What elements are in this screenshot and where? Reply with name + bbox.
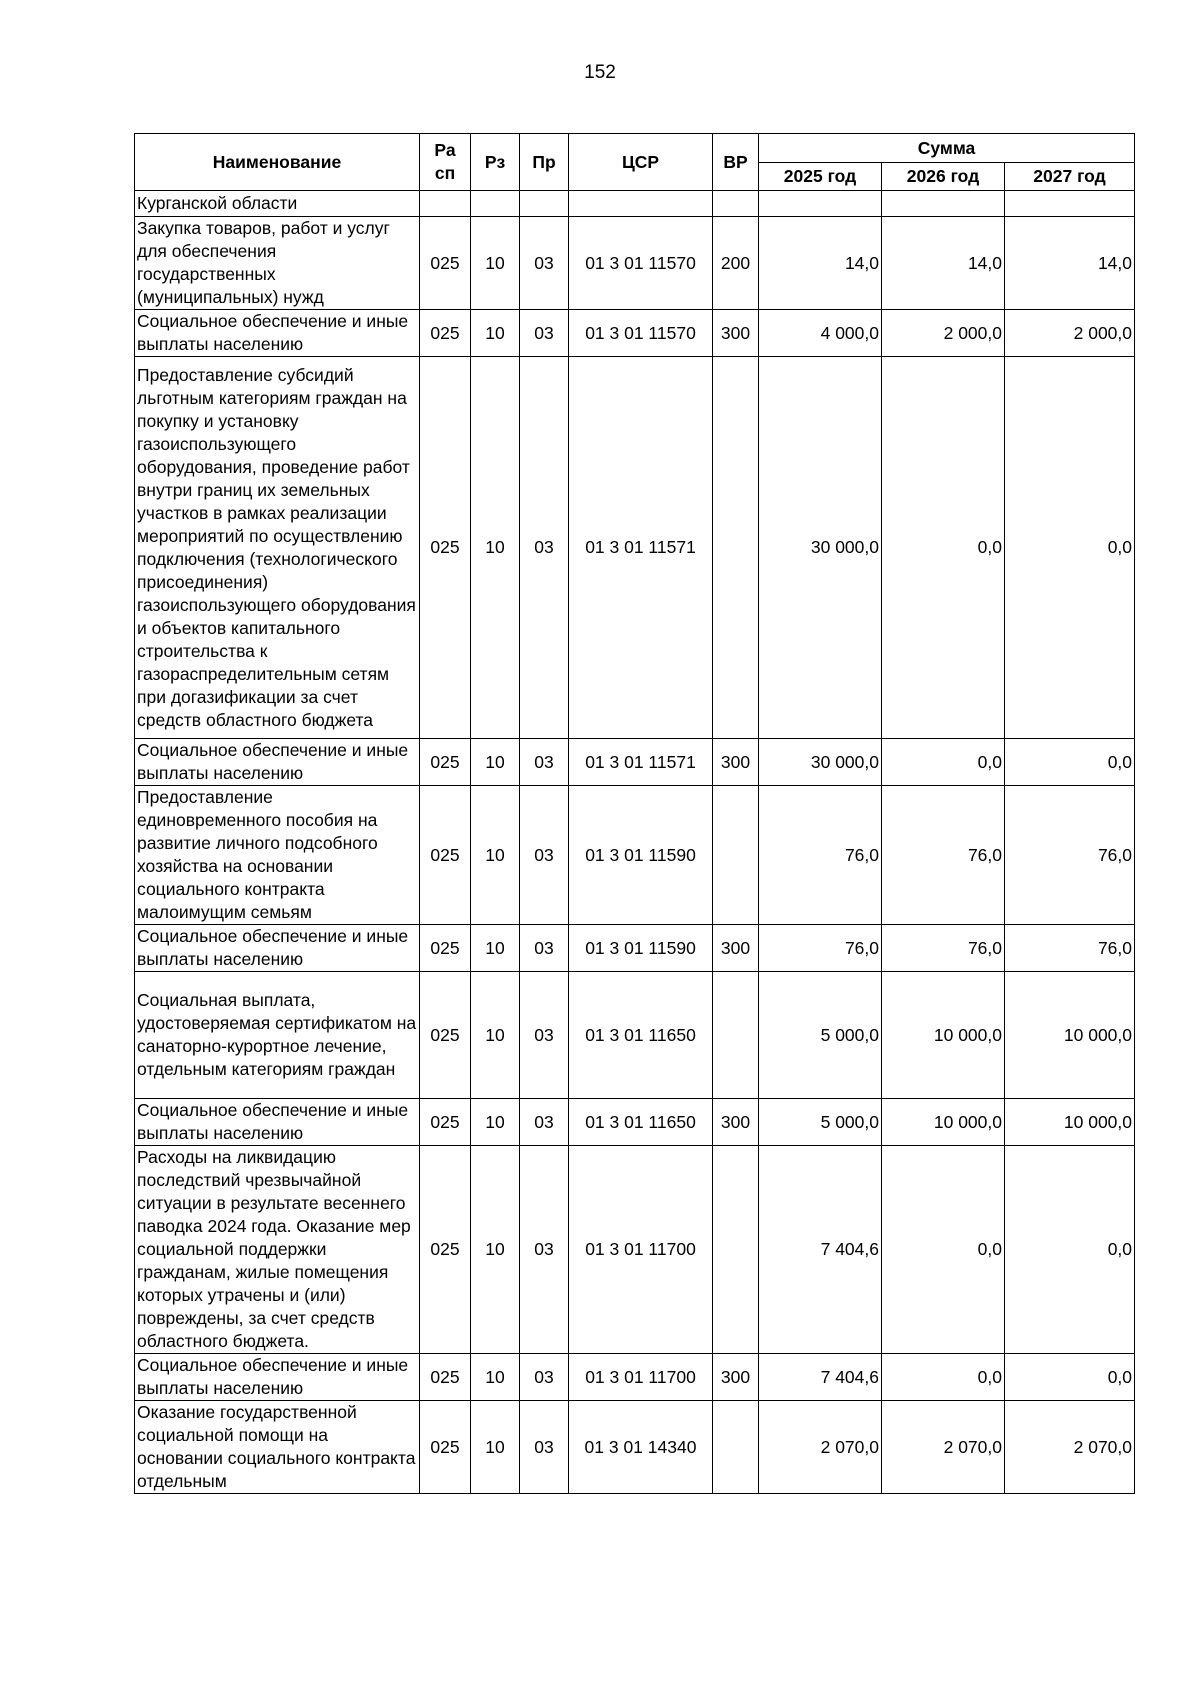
cell-sum-2027: 10 000,0 (1005, 1099, 1135, 1146)
cell-vr: 300 (713, 925, 759, 972)
cell-sum-2026: 76,0 (882, 786, 1005, 925)
table-row (135, 1401, 1135, 1494)
cell-sum-2027: 14,0 (1005, 217, 1135, 310)
cell-csr: 01 3 01 11571 (569, 739, 713, 786)
table-row (135, 1146, 1135, 1354)
table-row (135, 191, 1135, 217)
cell-rasp: 025 (420, 972, 471, 1099)
cell-name: Социальное обеспечение и иные выплаты населению (135, 739, 420, 786)
table-row (135, 925, 1135, 972)
cell-rz: 10 (471, 1354, 520, 1401)
cell-rasp: 025 (420, 925, 471, 972)
cell-csr (569, 191, 713, 217)
cell-sum-2026: 10 000,0 (882, 972, 1005, 1099)
cell-pr (520, 191, 569, 217)
cell-rz: 10 (471, 739, 520, 786)
cell-rasp: 025 (420, 1099, 471, 1146)
cell-csr: 01 3 01 11590 (569, 925, 713, 972)
cell-sum-2025: 4 000,0 (759, 310, 882, 357)
cell-csr: 01 3 01 11570 (569, 310, 713, 357)
header-summa: Сумма (759, 134, 1135, 163)
cell-vr: 300 (713, 1354, 759, 1401)
cell-sum-2027: 0,0 (1005, 1146, 1135, 1354)
cell-vr: 200 (713, 217, 759, 310)
cell-rasp: 025 (420, 1354, 471, 1401)
cell-sum-2025: 30 000,0 (759, 357, 882, 739)
cell-pr: 03 (520, 217, 569, 310)
header-rz: Рз (471, 134, 520, 191)
cell-rasp: 025 (420, 1146, 471, 1354)
cell-pr: 03 (520, 310, 569, 357)
cell-rz: 10 (471, 1401, 520, 1494)
cell-name: Социальное обеспечение и иные выплаты населению (135, 925, 420, 972)
cell-pr: 03 (520, 1401, 569, 1494)
cell-rasp: 025 (420, 310, 471, 357)
cell-sum-2026: 0,0 (882, 1354, 1005, 1401)
cell-sum-2027: 0,0 (1005, 739, 1135, 786)
cell-rz: 10 (471, 972, 520, 1099)
cell-name: Предоставление единовременного пособия на развитие личного подсобного хозяйства на основании социального контракта малоимущим семьям (135, 786, 420, 925)
cell-sum-2025: 30 000,0 (759, 739, 882, 786)
cell-rz: 10 (471, 217, 520, 310)
cell-csr: 01 3 01 11571 (569, 357, 713, 739)
header-year-2025: 2025 год (759, 163, 882, 191)
cell-sum-2026 (882, 191, 1005, 217)
cell-csr: 01 3 01 11650 (569, 1099, 713, 1146)
cell-vr (713, 972, 759, 1099)
cell-sum-2026: 2 070,0 (882, 1401, 1005, 1494)
budget-table (134, 133, 1135, 1494)
cell-sum-2025: 5 000,0 (759, 972, 882, 1099)
header-year-2027: 2027 год (1005, 163, 1135, 191)
header-name: Наименование (135, 134, 420, 191)
cell-sum-2025 (759, 191, 882, 217)
table-row (135, 786, 1135, 925)
cell-name: Социальная выплата, удостоверяемая сертификатом на санаторно-курортное лечение, отдельным категориям граждан (135, 972, 420, 1099)
cell-vr (713, 1401, 759, 1494)
cell-rasp: 025 (420, 786, 471, 925)
cell-rz (471, 191, 520, 217)
cell-sum-2027: 0,0 (1005, 1354, 1135, 1401)
header-row (135, 134, 1135, 163)
cell-sum-2026: 76,0 (882, 925, 1005, 972)
cell-sum-2027: 0,0 (1005, 357, 1135, 739)
cell-pr: 03 (520, 1099, 569, 1146)
cell-vr (713, 357, 759, 739)
cell-name: Оказание государственной социальной помощи на основании социального контракта отдельным (135, 1401, 420, 1494)
cell-vr: 300 (713, 739, 759, 786)
table-row (135, 217, 1135, 310)
cell-name: Курганской области (135, 191, 420, 217)
cell-vr (713, 786, 759, 925)
cell-rz: 10 (471, 357, 520, 739)
cell-pr: 03 (520, 1354, 569, 1401)
cell-vr: 300 (713, 1099, 759, 1146)
cell-name: Социальное обеспечение и иные выплаты населению (135, 1099, 420, 1146)
cell-rasp: 025 (420, 357, 471, 739)
cell-name: Закупка товаров, работ и услуг для обеспечения государственных (муниципальных) нужд (135, 217, 420, 310)
cell-csr: 01 3 01 11700 (569, 1146, 713, 1354)
cell-sum-2027: 76,0 (1005, 786, 1135, 925)
cell-rz: 10 (471, 310, 520, 357)
table-row (135, 972, 1135, 1099)
cell-sum-2025: 7 404,6 (759, 1146, 882, 1354)
page-number: 152 (584, 62, 616, 83)
cell-sum-2027: 10 000,0 (1005, 972, 1135, 1099)
cell-vr: 300 (713, 310, 759, 357)
table-row (135, 1099, 1135, 1146)
cell-sum-2027: 2 000,0 (1005, 310, 1135, 357)
cell-sum-2025: 76,0 (759, 925, 882, 972)
cell-pr: 03 (520, 357, 569, 739)
cell-sum-2026: 10 000,0 (882, 1099, 1005, 1146)
cell-rasp: 025 (420, 1401, 471, 1494)
cell-vr (713, 1146, 759, 1354)
table-body (135, 191, 1135, 1494)
cell-csr: 01 3 01 14340 (569, 1401, 713, 1494)
table-row (135, 1354, 1135, 1401)
cell-name: Социальное обеспечение и иные выплаты населению (135, 310, 420, 357)
cell-pr: 03 (520, 972, 569, 1099)
cell-sum-2027: 2 070,0 (1005, 1401, 1135, 1494)
cell-sum-2026: 0,0 (882, 1146, 1005, 1354)
cell-rasp (420, 191, 471, 217)
cell-rz: 10 (471, 925, 520, 972)
cell-pr: 03 (520, 925, 569, 972)
cell-name: Предоставление субсидий льготным категориям граждан на покупку и установку газоиспользующего оборудования, проведение работ внутри границ их земельных участков в рамках реализации мероприятий по осуществлению подключения (технологического присоединения) газоиспользующего оборудования и объектов капитального строительства к газораспределительным сетям при догазификации за счет средств областного бюджета (135, 357, 420, 739)
header-vr: ВР (713, 134, 759, 191)
header-csr: ЦСР (569, 134, 713, 191)
header-rasp: Ра сп (420, 134, 471, 191)
cell-csr: 01 3 01 11700 (569, 1354, 713, 1401)
cell-sum-2025: 5 000,0 (759, 1099, 882, 1146)
table-row (135, 310, 1135, 357)
cell-sum-2025: 14,0 (759, 217, 882, 310)
cell-sum-2027: 76,0 (1005, 925, 1135, 972)
table-row (135, 739, 1135, 786)
cell-vr (713, 191, 759, 217)
cell-csr: 01 3 01 11590 (569, 786, 713, 925)
cell-sum-2026: 14,0 (882, 217, 1005, 310)
cell-sum-2026: 2 000,0 (882, 310, 1005, 357)
cell-sum-2025: 7 404,6 (759, 1354, 882, 1401)
cell-name: Социальное обеспечение и иные выплаты населению (135, 1354, 420, 1401)
cell-sum-2025: 2 070,0 (759, 1401, 882, 1494)
cell-name: Расходы на ликвидацию последствий чрезвычайной ситуации в результате весеннего паводка 2024 года. Оказание мер социальной поддержки гражданам, жилые помещения которых утрачены и (или) повреждены, за счет средств областного бюджета. (135, 1146, 420, 1354)
cell-pr: 03 (520, 1146, 569, 1354)
cell-pr: 03 (520, 739, 569, 786)
cell-sum-2026: 0,0 (882, 357, 1005, 739)
table-row (135, 357, 1135, 739)
header-year-2026: 2026 год (882, 163, 1005, 191)
cell-rz: 10 (471, 1099, 520, 1146)
cell-sum-2026: 0,0 (882, 739, 1005, 786)
cell-sum-2025: 76,0 (759, 786, 882, 925)
header-pr: Пр (520, 134, 569, 191)
cell-rz: 10 (471, 786, 520, 925)
cell-rasp: 025 (420, 217, 471, 310)
cell-csr: 01 3 01 11570 (569, 217, 713, 310)
cell-sum-2027 (1005, 191, 1135, 217)
cell-rasp: 025 (420, 739, 471, 786)
cell-csr: 01 3 01 11650 (569, 972, 713, 1099)
cell-pr: 03 (520, 786, 569, 925)
cell-rz: 10 (471, 1146, 520, 1354)
